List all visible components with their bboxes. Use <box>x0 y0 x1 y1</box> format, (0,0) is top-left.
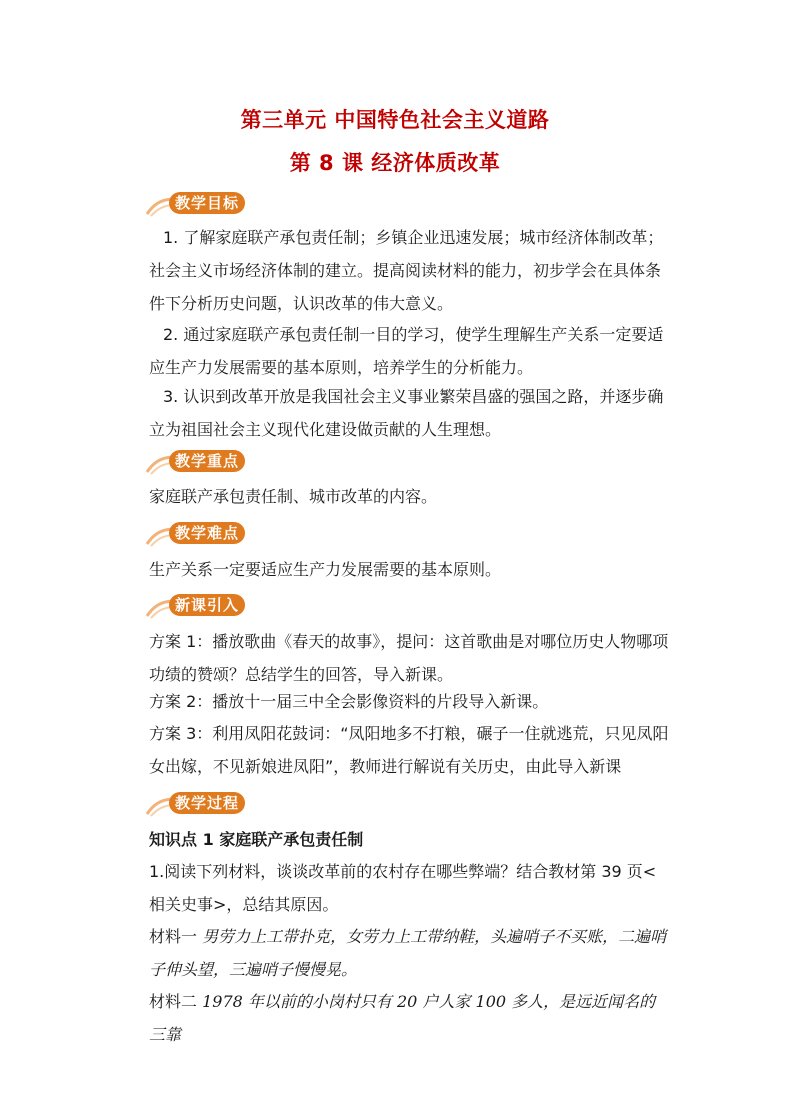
intro-plan-1: 方案 1：播放歌曲《春天的故事》，提问：这首歌曲是对哪位历史人物哪项功绩的赞颂？总结学生的回答，导入新课。 <box>149 632 669 684</box>
section-heading-difficulties <box>145 518 265 548</box>
objective-2: 2. 通过家庭联产承包责任制一目的学习，使学生理解生产关系一定要适应生产力发展需要的基本原则，培养学生的分析能力。 <box>149 325 664 377</box>
section-heading-intro <box>145 590 265 620</box>
objective-1: 1. 了解家庭联产承包责任制；乡镇企业迅速发展；城市经济体制改革；社会主义市场经济体制的建立。提高阅读材料的能力，初步学会在具体条件下分析历史问题，认识改革的伟大意义。 <box>149 228 664 313</box>
material-text: 1978 年以前的小岗村只有 20 户人家 100 多人，是远近闻名的三靠 <box>149 992 656 1044</box>
section-heading-label: 教学难点 <box>169 522 245 544</box>
lesson-title: 第 8 课 经济体质改革 <box>289 151 501 175</box>
material-1 <box>149 920 669 986</box>
objective-3: 3. 认识到改革开放是我国社会主义事业繁荣昌盛的强国之路，并逐步确立为祖国社会主义现代化建设做贡献的人生理想。 <box>149 387 664 439</box>
section-heading-process <box>145 788 265 818</box>
material-label: 材料二 <box>149 992 198 1011</box>
unit-title: 第三单元 中国特色社会主义道路 <box>240 108 550 132</box>
difficulties-text: 生产关系一定要适应生产力发展需要的基本原则。 <box>149 560 502 579</box>
material-label: 材料一 <box>149 927 198 946</box>
section-heading-label: 教学过程 <box>169 792 245 814</box>
section-heading-key-points <box>145 446 265 476</box>
material-2 <box>149 985 669 1051</box>
intro-plan-2: 方案 2：播放十一届三中全会影像资料的片段导入新课。 <box>149 692 549 711</box>
intro-plan-3: 方案 3：利用凤阳花鼓词：“凤阳地多不打粮，碾子一住就逃荒，只见凤阳女出嫁，不见新娘进凤阳”，教师进行解说有关历史，由此导入新课 <box>149 724 669 776</box>
section-heading-label: 新课引入 <box>169 594 245 616</box>
key-points-text: 家庭联产承包责任制、城市改革的内容。 <box>149 487 438 506</box>
section-heading-label: 教学目标 <box>169 192 245 214</box>
material-text: 男劳力上工带扑克，女劳力上工带纳鞋，头遍哨子不买账，二遍哨子伸头望，三遍哨子慢慢晃。 <box>149 927 667 979</box>
knowledge-point-1: 知识点 1 家庭联产承包责任制 <box>149 830 364 849</box>
section-heading-objectives <box>145 188 265 218</box>
section-heading-label: 教学重点 <box>169 450 245 472</box>
question-1: 1.阅读下列材料，谈谈改革前的农村存在哪些弊端？结合教材第 39 页<相关史事>，总结其原因。 <box>149 862 657 914</box>
